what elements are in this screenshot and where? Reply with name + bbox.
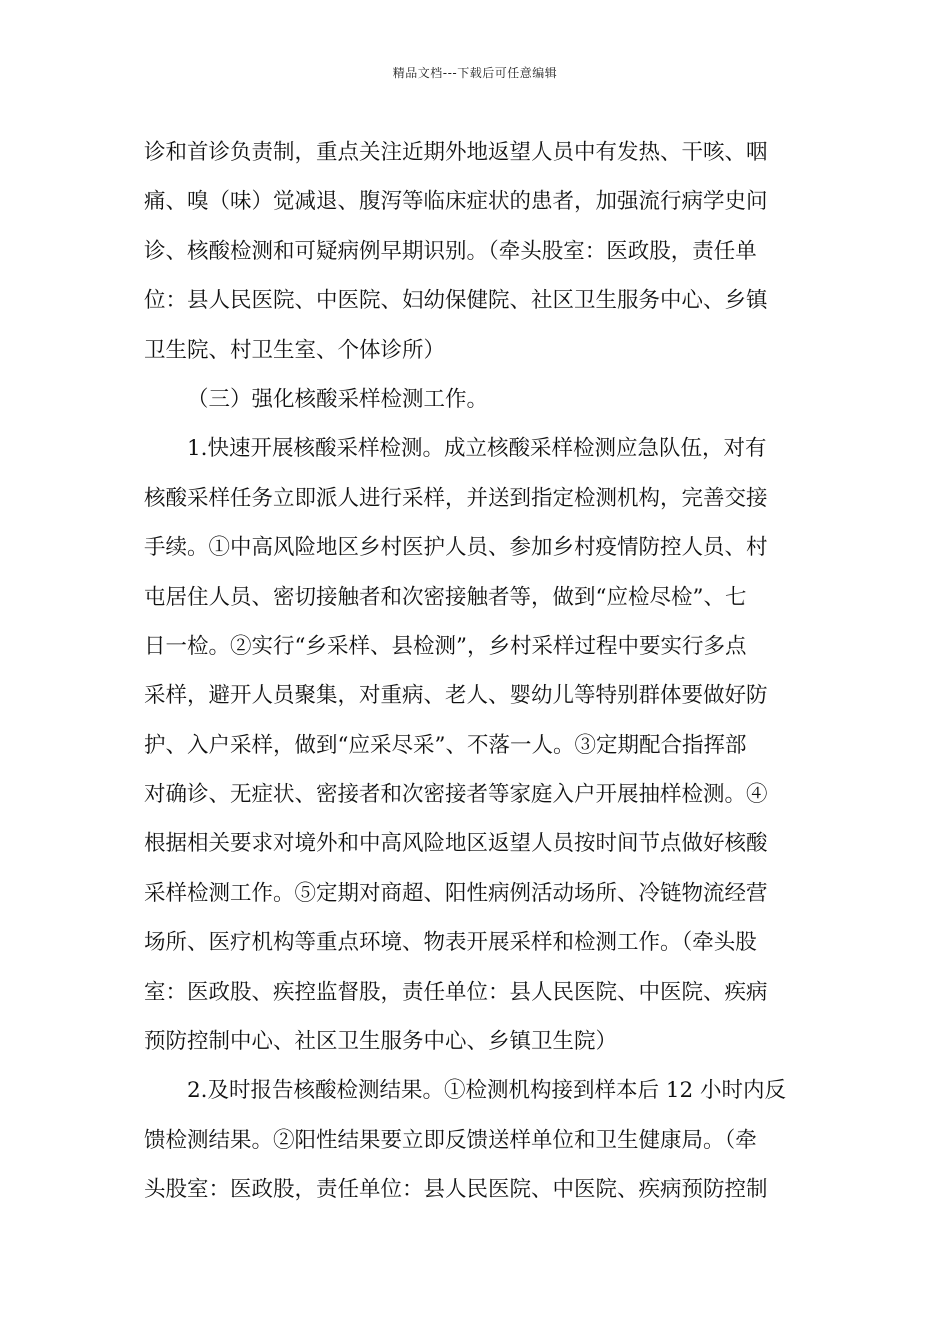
- text-line: 场所、医疗机构等重点环境、物表开展采样和检测工作。（牵头股: [144, 930, 757, 956]
- text-line: 位：县人民医院、中医院、妇幼保健院、社区卫生服务中心、乡镇: [144, 288, 768, 314]
- paragraph-start: 2.及时报告核酸检测结果。①检测机构接到样本后 12 小时内反: [187, 1078, 787, 1104]
- text-line: 对确诊、无症状、密接者和次密接者等家庭入户开展抽样检测。④: [144, 782, 768, 808]
- text-line: 痛、嗅（味）觉减退、腹泻等临床症状的患者，加强流行病学史问: [144, 189, 768, 215]
- text-line: 采样，避开人员聚集，对重病、老人、婴幼儿等特别群体要做好防: [144, 683, 768, 709]
- text-line: 屯居住人员、密切接触者和次密接触者等，做到“应检尽检”、七: [144, 584, 747, 610]
- text-line: 诊、核酸检测和可疑病例早期识别。（牵头股室：医政股，责任单: [144, 238, 757, 264]
- text-line: 卫生院、村卫生室、个体诊所）: [144, 337, 446, 363]
- text-line: 室：医政股、疾控监督股，责任单位：县人民医院、中医院、疾病: [144, 979, 768, 1005]
- text-line: 日一检。②实行“乡采样、县检测”，乡村采样过程中要实行多点: [144, 633, 747, 659]
- text-line: 手续。①中高风险地区乡村医护人员、参加乡村疫情防控人员、村: [144, 535, 768, 561]
- text-line: 根据相关要求对境外和中高风险地区返望人员按时间节点做好核酸: [144, 831, 768, 857]
- text-line: 诊和首诊负责制，重点关注近期外地返望人员中有发热、干咳、咽: [144, 140, 768, 165]
- document-body: [144, 128, 808, 1215]
- paragraph-start: 1.快速开展核酸采样检测。成立核酸采样检测应急队伍，对有: [187, 436, 767, 462]
- section-heading: （三）强化核酸采样检测工作。: [187, 386, 489, 412]
- text-line: 核酸采样任务立即派人进行采样，并送到指定检测机构，完善交接: [144, 485, 768, 511]
- text-line: 馈检测结果。②阳性结果要立即反馈送样单位和卫生健康局。（牵: [144, 1127, 757, 1153]
- page-header: 精品文档---下载后可任意编辑: [392, 66, 558, 80]
- text-line: 头股室：医政股，责任单位：县人民医院、中医院、疾病预防控制: [144, 1177, 768, 1203]
- text-line: 护、入户采样，做到“应采尽采”、不落一人。③定期配合指挥部: [144, 732, 747, 758]
- text-line: 预防控制中心、社区卫生服务中心、乡镇卫生院）: [144, 1029, 618, 1055]
- text-line: 采样检测工作。⑤定期对商超、阳性病例活动场所、冷链物流经营: [144, 880, 768, 906]
